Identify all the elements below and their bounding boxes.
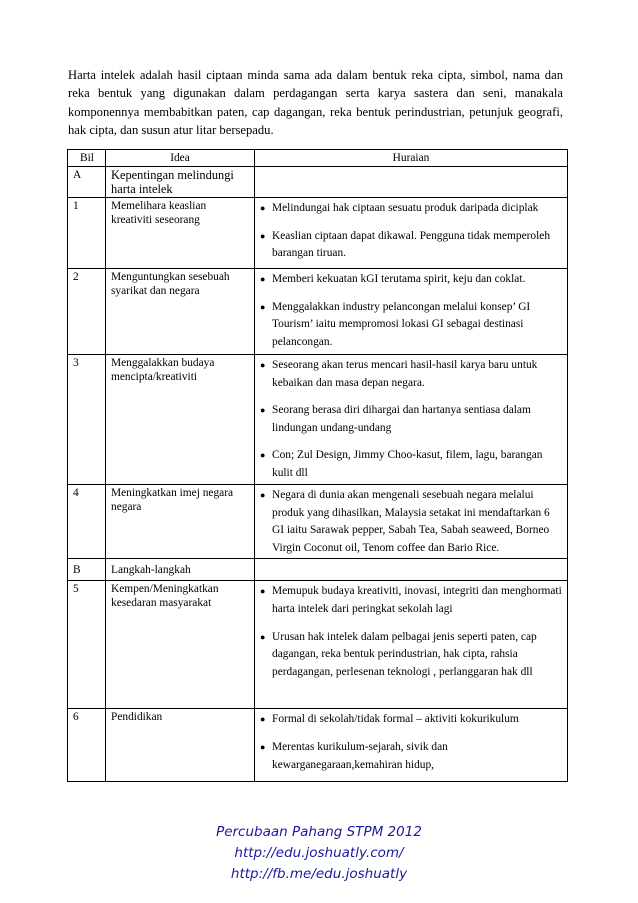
huraian-point <box>260 487 562 557</box>
row-bil: 2 <box>68 269 106 355</box>
bullet-icon: ● <box>260 301 266 312</box>
row-idea: Kempen/Meningkatkan kesedaran masyarakat <box>106 581 255 709</box>
table-row <box>68 269 568 355</box>
bullet-icon: ● <box>260 586 266 597</box>
huraian-point <box>260 200 562 218</box>
row-bil: A <box>68 167 106 198</box>
table-row <box>68 485 568 559</box>
row-huraian <box>255 485 568 559</box>
bullet-icon: ● <box>260 405 266 416</box>
huraian-point <box>260 583 562 618</box>
huraian-point <box>260 402 562 437</box>
point-text: Seorang berasa diri dihargai dan hartanya sentiasa dalam lindungan undang-undang <box>272 404 531 434</box>
row-idea: Langkah-langkah <box>106 559 255 581</box>
huraian-point <box>260 447 562 482</box>
table-row <box>68 167 568 198</box>
point-text: Keaslian ciptaan dapat dikawal. Pengguna tidak memperoleh barangan tiruan. <box>272 229 551 260</box>
row-bil: B <box>68 559 106 581</box>
row-idea: Kepentingan melindungi harta intelek <box>106 167 255 198</box>
huraian-point <box>260 299 562 352</box>
bullet-icon: ● <box>260 203 266 213</box>
point-text: Merentas kurikulum-sejarah, sivik dan kewarganegaraan,kemahiran hidup, <box>272 740 448 771</box>
point-text: Seseorang akan terus mencari hasil-hasil karya baru untuk kebaikan dan masa depan negara. <box>272 359 538 389</box>
point-text: Memupuk budaya kreativiti, inovasi, integriti dan menghormati harta intelek dari peringkat sekolah lagi <box>272 585 562 615</box>
row-idea: Meningkatkan imej negara negara <box>106 485 255 559</box>
footer-line-1: Percubaan Pahang STPM 2012 <box>216 824 422 840</box>
huraian-point <box>260 357 562 392</box>
row-bil: 5 <box>68 581 106 709</box>
row-huraian <box>255 559 568 581</box>
bullet-icon: ● <box>260 631 266 642</box>
row-huraian <box>255 709 568 782</box>
content-table <box>67 149 568 782</box>
point-text: Melindungai hak ciptaan sesuatu produk daripada diciplak <box>272 202 539 214</box>
row-bil: 4 <box>68 485 106 559</box>
table-row <box>68 198 568 269</box>
point-text: Menggalakkan industry pelancongan melalui konsep’ GI Tourism’ iaitu mempromosi lokasi GI sebagai destinasi pelancongan. <box>272 300 531 348</box>
row-huraian <box>255 269 568 355</box>
intro-text: Harta intelek adalah hasil ciptaan minda sama ada dalam bentuk reka cipta, simbol, nama dan reka bentuk yang digunakan dalam perdagangan serta karya sastera dan seni, manakala komponennya membabitkan paten, cap dagangan, reka bentuk perindustrian, petunjuk geografi, hak cipta, dan susun atur litar bersepadu. <box>68 68 563 137</box>
table-row <box>68 581 568 709</box>
footer-line-3[interactable]: http://fb.me/edu.joshuatly <box>230 866 408 882</box>
bullet-icon: ● <box>260 450 266 461</box>
row-idea: Menggalakkan budaya mencipta/kreativiti <box>106 355 255 485</box>
intro-paragraph <box>68 66 563 139</box>
bullet-icon: ● <box>260 714 266 725</box>
table-row <box>68 559 568 581</box>
row-bil: 3 <box>68 355 106 485</box>
row-bil: 1 <box>68 198 106 269</box>
row-huraian <box>255 581 568 709</box>
huraian-point <box>260 711 562 729</box>
huraian-point <box>260 739 562 774</box>
table-row <box>68 709 568 782</box>
row-idea: Pendidikan <box>106 709 255 782</box>
header-idea: Idea <box>106 150 255 167</box>
row-huraian <box>255 198 568 269</box>
row-idea: Menguntungkan sesebuah syarikat dan negara <box>106 269 255 355</box>
row-huraian <box>255 355 568 485</box>
huraian-point <box>260 271 562 289</box>
huraian-point <box>260 629 562 682</box>
bullet-icon: ● <box>260 230 266 241</box>
header-huraian: Huraian <box>255 150 568 167</box>
table-body <box>68 167 568 782</box>
point-text: Formal di sekolah/tidak formal – aktiviti kokurikulum <box>272 713 519 726</box>
bullet-icon: ● <box>260 360 266 370</box>
footer-line-2[interactable]: http://edu.joshuatly.com/ <box>234 845 404 861</box>
bullet-icon: ● <box>260 490 266 500</box>
header-bil: Bil <box>68 150 106 167</box>
row-bil: 6 <box>68 709 106 782</box>
bullet-icon: ● <box>260 741 266 752</box>
point-text: Memberi kekuatan kGI terutama spirit, keju dan coklat. <box>272 273 526 285</box>
point-text: Negara di dunia akan mengenali sesebuah negara melalui produk yang dihasilkan, Malaysia setakat ini mendaftarkan 6 GI iaitu Sarawak pepper, Sabah Tea, Sabah seaweed, Borneo Virgin Coconut oil, Tenom coffee dan Bario Rice. <box>272 489 550 554</box>
point-text: Con; Zul Design, Jimmy Choo-kasut, filem, lagu, barangan kulit dll <box>272 449 543 479</box>
table-row <box>68 355 568 485</box>
point-text: Urusan hak intelek dalam pelbagai jenis seperti paten, cap dagangan, reka bentuk perindustrian, hak cipta, rahsia perdagangan, perlesenan teknologi , perlanggaran hak dll <box>272 630 537 678</box>
bullet-icon: ● <box>260 274 266 284</box>
row-huraian <box>255 167 568 198</box>
row-idea: Memelihara keaslian kreativiti seseorang <box>106 198 255 269</box>
huraian-point <box>260 228 562 263</box>
table-header-row <box>68 150 568 167</box>
